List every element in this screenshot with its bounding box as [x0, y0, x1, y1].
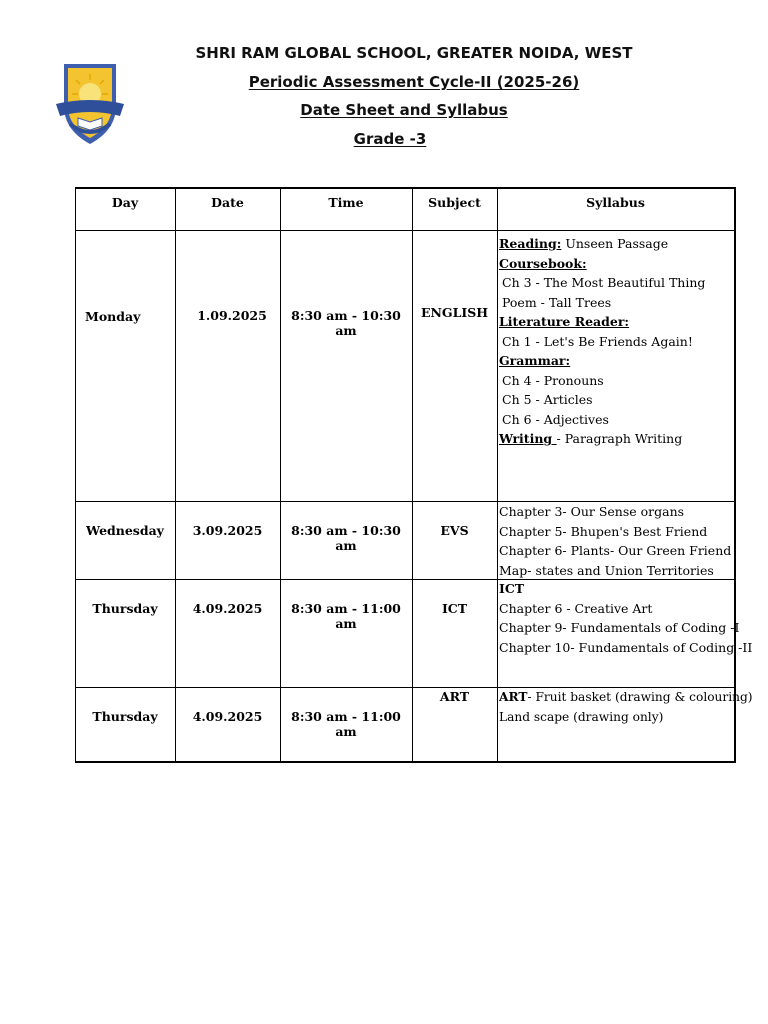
row-4-day: Thursday	[92, 709, 158, 724]
row-1-syllabus	[499, 234, 705, 449]
column-header-syllabus: Syllabus	[586, 195, 645, 210]
syllabus-line: Grammar:	[499, 353, 571, 368]
row-1-day: Monday	[85, 309, 141, 324]
syllabus-line: Chapter 6 - Creative Art	[499, 600, 653, 616]
row-3-date: 4.09.2025	[192, 601, 263, 616]
row-2-subject: EVS	[440, 523, 469, 538]
row-2-syllabus	[499, 502, 731, 580]
date-sheet-table	[75, 187, 753, 763]
syllabus-line: Chapter 3- Our Sense organs	[499, 504, 685, 519]
column-header-time: Time	[328, 195, 364, 210]
row-1-date: 1.09.2025	[197, 308, 267, 323]
row-4-subject: ART	[439, 689, 470, 704]
row-2-date: 3.09.2025	[192, 523, 263, 538]
row-3-day: Thursday	[92, 601, 158, 616]
syllabus-line: Ch 4 - Pronouns	[502, 372, 604, 388]
syllabus-line: Map- states and Union Territories	[499, 562, 714, 578]
syllabus-line: Chapter 5- Bhupen's Best Friend	[499, 523, 708, 539]
column-header-day: Day	[111, 195, 139, 210]
row-3-subject: ICT	[441, 601, 468, 616]
row-4-time: 8:30 am - 11:00 am	[291, 709, 401, 739]
row-3-time: 8:30 am - 11:00 am	[291, 601, 401, 631]
row-2-time: 8:30 am - 10:30 am	[291, 523, 401, 553]
row-1-subject: ENGLISH	[420, 305, 489, 320]
cycle-title: Periodic Assessment Cycle-II (2025-26)	[248, 73, 580, 91]
row-1-time: 8:30 am - 10:30 am	[291, 308, 401, 338]
syllabus-line: Chapter 9- Fundamentals of Coding -I	[499, 620, 740, 635]
syllabus-heading: ICT	[499, 581, 525, 596]
row-3-syllabus	[499, 579, 752, 657]
syllabus-line: Reading: Unseen Passage	[499, 236, 669, 251]
school-name: SHRI RAM GLOBAL SCHOOL, GREATER NOIDA, WEST	[195, 44, 633, 62]
syllabus-line: Chapter 10- Fundamentals of Coding -II	[499, 639, 753, 655]
grade-title: Grade -3	[353, 130, 427, 148]
syllabus-line: Ch 6 - Adjectives	[502, 411, 609, 427]
document-title: Date Sheet and Syllabus	[300, 101, 508, 119]
row-4-syllabus	[499, 688, 753, 727]
syllabus-line: Ch 1 - Let's Be Friends Again!	[502, 333, 693, 349]
syllabus-line: Coursebook:	[499, 255, 587, 271]
syllabus-line: Literature Reader:	[499, 314, 630, 329]
syllabus-line: ART- Fruit basket (drawing & colouring)	[499, 690, 753, 704]
row-4-date: 4.09.2025	[192, 709, 263, 724]
syllabus-line: Poem - Tall Trees	[502, 294, 612, 310]
syllabus-line: Land scape (drawing only)	[499, 709, 664, 724]
column-header-subject: Subject	[428, 195, 481, 210]
row-2-day: Wednesday	[86, 523, 164, 538]
syllabus-line: Ch 3 - The Most Beautiful Thing	[502, 275, 706, 290]
syllabus-line: Writing - Paragraph Writing	[499, 431, 683, 446]
syllabus-line: Ch 5 - Articles	[502, 392, 593, 407]
syllabus-line: Chapter 6- Plants- Our Green Friend	[499, 543, 732, 558]
column-header-date: Date	[211, 195, 244, 210]
